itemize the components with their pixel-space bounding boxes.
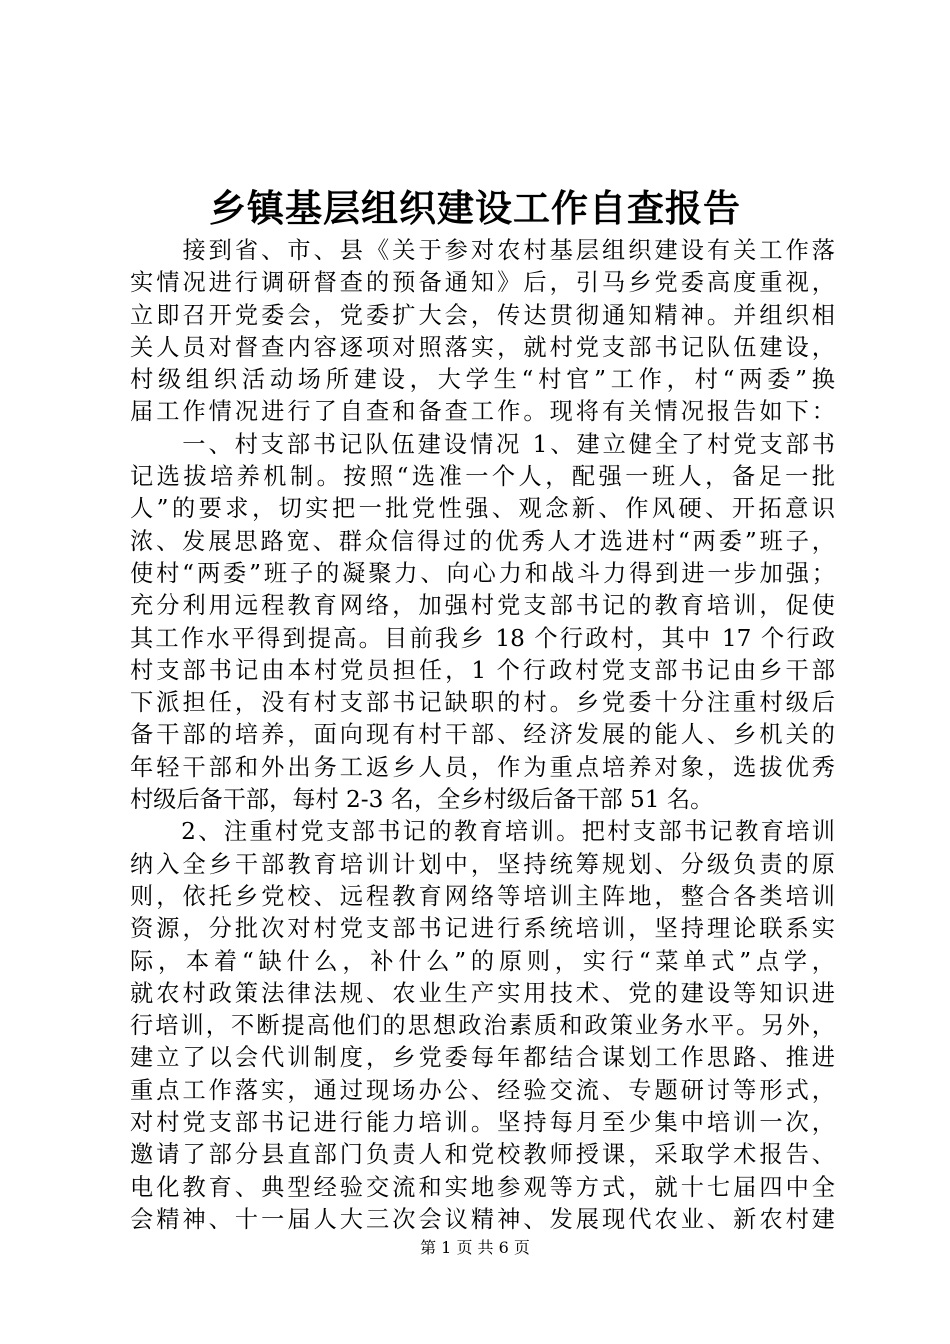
body-line: 记选拔培养机制。按照“选准一个人，配强一班人，备足一批: [130, 463, 835, 491]
page-footer: 第 1 页 共 6 页: [420, 1238, 530, 1257]
body-line: 村支部书记由本村党员担任，1 个行政村党支部书记由乡干部: [130, 656, 835, 684]
document-title: 乡镇基层组织建设工作自查报告: [209, 186, 741, 230]
body-line: 电化教育、典型经验交流和实地参观等方式，就十七届四中全: [130, 1173, 835, 1201]
body-line: 会精神、十一届人大三次会议精神、发展现代农业、新农村建: [130, 1205, 835, 1233]
body-line: 关人员对督查内容逐项对照落实，就村党支部书记队伍建设，: [130, 333, 835, 361]
body-line: 村级后备干部，每村 2-3 名，全乡村级后备干部 51 名。: [130, 786, 714, 814]
body-line: 届工作情况进行了自查和备查工作。现将有关情况报告如下：: [130, 398, 835, 426]
body-line: 行培训，不断提高他们的思想政治素质和政策业务水平。另外，: [130, 1012, 835, 1040]
body-line: 就农村政策法律法规、农业生产实用技术、党的建设等知识进: [130, 979, 835, 1007]
body-line: 际，本着“缺什么，补什么”的原则，实行“菜单式”点学，: [130, 947, 835, 975]
body-line: 接到省、市、县《关于参对农村基层组织建设有关工作落: [130, 237, 835, 264]
body-line: 充分利用远程教育网络，加强村党支部书记的教育培训，促使: [130, 592, 835, 620]
body-line: 一、村支部书记队伍建设情况 1、建立健全了村党支部书: [130, 430, 835, 458]
body-line: 其工作水平得到提高。目前我乡 18 个行政村，其中 17 个行政: [130, 624, 835, 652]
body-line: 对村党支部书记进行能力培训。坚持每月至少集中培训一次，: [130, 1109, 835, 1137]
body-line: 2、注重村党支部书记的教育培训。把村支部书记教育培训: [130, 818, 835, 846]
body-line: 资源，分批次对村党支部书记进行系统培训，坚持理论联系实: [130, 915, 835, 943]
body-line: 建立了以会代训制度，乡党委每年都结合谋划工作思路、推进: [130, 1044, 835, 1072]
body-line: 浓、发展思路宽、群众信得过的优秀人才选进村“两委”班子，: [130, 527, 835, 555]
body-line: 立即召开党委会，党委扩大会，传达贯彻通知精神。并组织相: [130, 301, 835, 329]
body-line: 实情况进行调研督查的预备通知》后，引马乡党委高度重视，: [130, 269, 835, 297]
body-line: 重点工作落实，通过现场办公、经验交流、专题研讨等形式，: [130, 1076, 835, 1104]
body-line: 下派担任，没有村支部书记缺职的村。乡党委十分注重村级后: [130, 689, 835, 717]
body-line: 纳入全乡干部教育培训计划中，坚持统筹规划、分级负责的原: [130, 850, 835, 878]
body-line: 年轻干部和外出务工返乡人员，作为重点培养对象，选拔优秀: [130, 753, 835, 781]
body-line: 邀请了部分县直部门负责人和党校教师授课，采取学术报告、: [130, 1141, 835, 1169]
body-line: 人”的要求，切实把一批党性强、观念新、作风硬、开拓意识: [130, 495, 835, 523]
body-line: 备干部的培养，面向现有村干部、经济发展的能人、乡机关的: [130, 721, 835, 749]
body-line: 使村“两委”班子的凝聚力、向心力和战斗力得到进一步加强；: [130, 559, 835, 587]
body-line: 村级组织活动场所建设，大学生“村官”工作，村“两委”换: [130, 366, 835, 394]
document-body: [130, 235, 835, 1236]
body-line: 则，依托乡党校、远程教育网络等培训主阵地，整合各类培训: [130, 882, 835, 910]
